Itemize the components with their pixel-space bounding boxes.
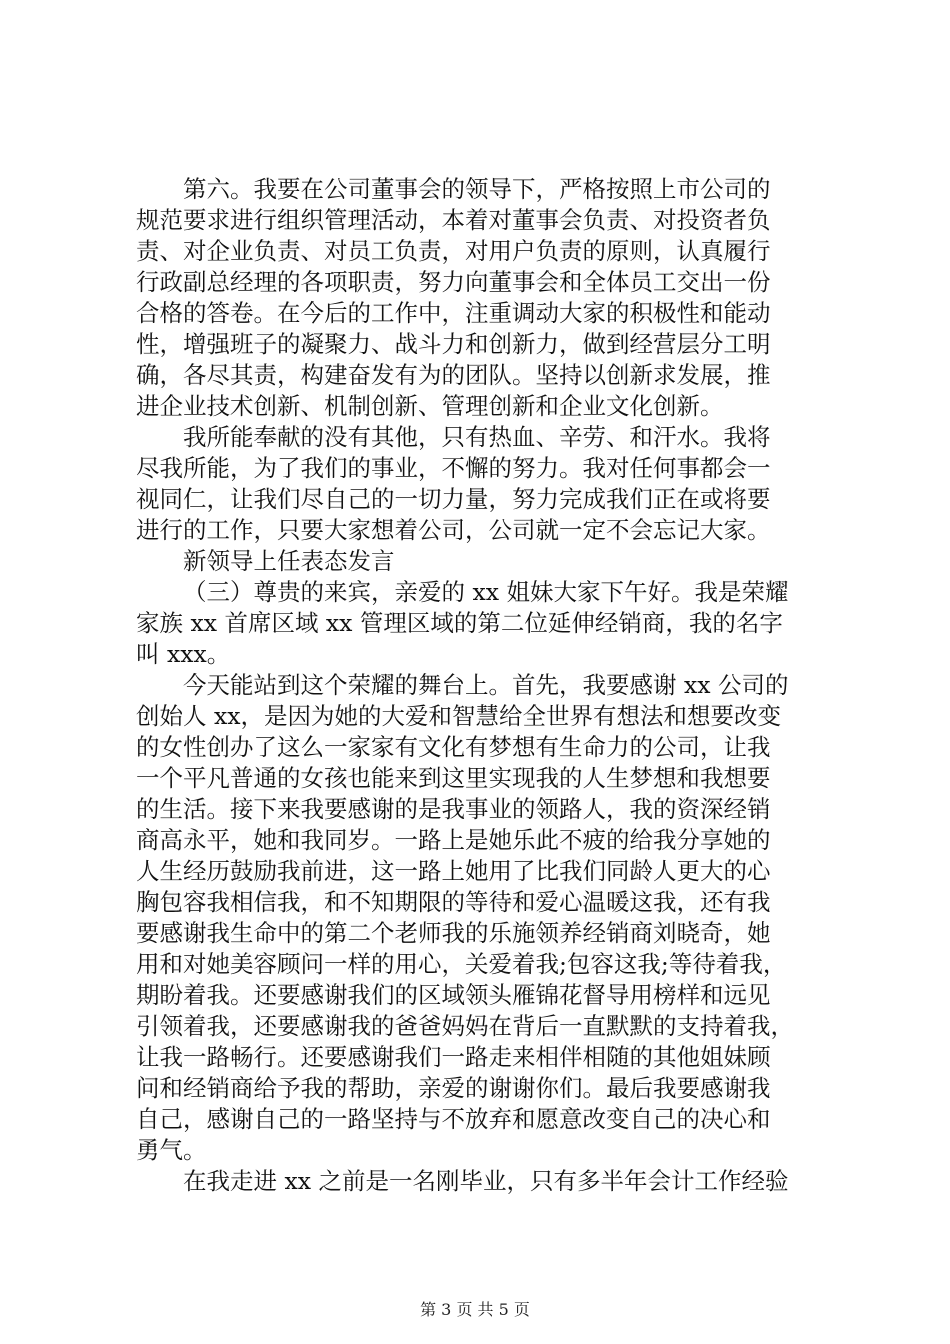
section-heading: 新领导上任表态发言 xyxy=(183,547,395,575)
paragraph-line: 尽我所能，为了我们的事业，不懈的努力。我对任何事都会一 xyxy=(136,454,771,482)
paragraph-line: 行政副总经理的各项职责，努力向董事会和全体员工交出一份 xyxy=(136,268,771,296)
paragraph-line: 要感谢我生命中的第二个老师我的乐施领养经销商刘晓奇，她 xyxy=(136,919,771,947)
paragraph-line: 胸包容我相信我，和不知期限的等待和爱心温暖这我，还有我 xyxy=(136,888,771,916)
paragraph-line: 勇气。 xyxy=(136,1136,207,1164)
paragraph-line: 确，各尽其责，构建奋发有为的团队。坚持以创新求发展，推 xyxy=(136,361,771,389)
paragraph-line: 自己，感谢自己的一路坚持与不放弃和愿意改变自己的决心和 xyxy=(136,1105,771,1133)
paragraph-line: 让我一路畅行。还要感谢我们一路走来相伴相随的其他姐妹顾 xyxy=(136,1043,771,1071)
paragraph-line: 引领着我，还要感谢我的爸爸妈妈在背后一直默默的支持着我， xyxy=(136,1012,794,1040)
paragraph-line: （三）尊贵的来宾，亲爱的 xx 姐妹大家下午好。我是荣耀 xyxy=(183,578,789,606)
paragraph-line: 责、对企业负责、对员工负责，对用户负责的原则，认真履行 xyxy=(136,237,771,265)
paragraph-line: 用和对她美容顾问一样的用心，关爱着我;包容这我;等待着我， xyxy=(136,950,787,978)
paragraph-line: 今天能站到这个荣耀的舞台上。首先，我要感谢 xx 公司的 xyxy=(183,671,789,699)
page-number-footer: 第 3 页 共 5 页 xyxy=(420,1300,530,1319)
paragraph-line: 叫 xxx。 xyxy=(136,640,231,668)
paragraph-line: 第六。我要在公司董事会的领导下，严格按照上市公司的 xyxy=(183,175,771,203)
paragraph-line: 我所能奉献的没有其他，只有热血、辛劳、和汗水。我将 xyxy=(183,423,771,451)
paragraph-line: 性，增强班子的凝聚力、战斗力和创新力，做到经营层分工明 xyxy=(136,330,771,358)
paragraph-line: 的生活。接下来我要感谢的是我事业的领路人，我的资深经销 xyxy=(136,795,771,823)
paragraph-line: 问和经销商给予我的帮助，亲爱的谢谢你们。最后我要感谢我 xyxy=(136,1074,771,1102)
paragraph-line: 家族 xx 首席区域 xx 管理区域的第二位延伸经销商，我的名字 xyxy=(136,609,783,637)
paragraph-line: 进行的工作，只要大家想着公司，公司就一定不会忘记大家。 xyxy=(136,516,771,544)
paragraph-line: 在我走进 xx 之前是一名刚毕业，只有多半年会计工作经验 xyxy=(183,1167,789,1195)
paragraph-line: 一个平凡普通的女孩也能来到这里实现我的人生梦想和我想要 xyxy=(136,764,771,792)
paragraph-line: 商高永平，她和我同岁。一路上是她乐此不疲的给我分享她的 xyxy=(136,826,771,854)
paragraph-line: 视同仁，让我们尽自己的一切力量，努力完成我们正在或将要 xyxy=(136,485,771,513)
paragraph-line: 期盼着我。还要感谢我们的区域领头雁锦花督导用榜样和远见 xyxy=(136,981,771,1009)
paragraph-line: 规范要求进行组织管理活动，本着对董事会负责、对投资者负 xyxy=(136,206,771,234)
paragraph-line: 的女性创办了这么一家家有文化有梦想有生命力的公司，让我 xyxy=(136,733,771,761)
paragraph-line: 合格的答卷。在今后的工作中，注重调动大家的积极性和能动 xyxy=(136,299,771,327)
paragraph-line: 人生经历鼓励我前进，这一路上她用了比我们同龄人更大的心 xyxy=(136,857,771,885)
paragraph-line: 创始人 xx，是因为她的大爱和智慧给全世界有想法和想要改变 xyxy=(136,702,781,730)
paragraph-line: 进企业技术创新、机制创新、管理创新和企业文化创新。 xyxy=(136,392,724,420)
document-body xyxy=(136,174,836,1197)
